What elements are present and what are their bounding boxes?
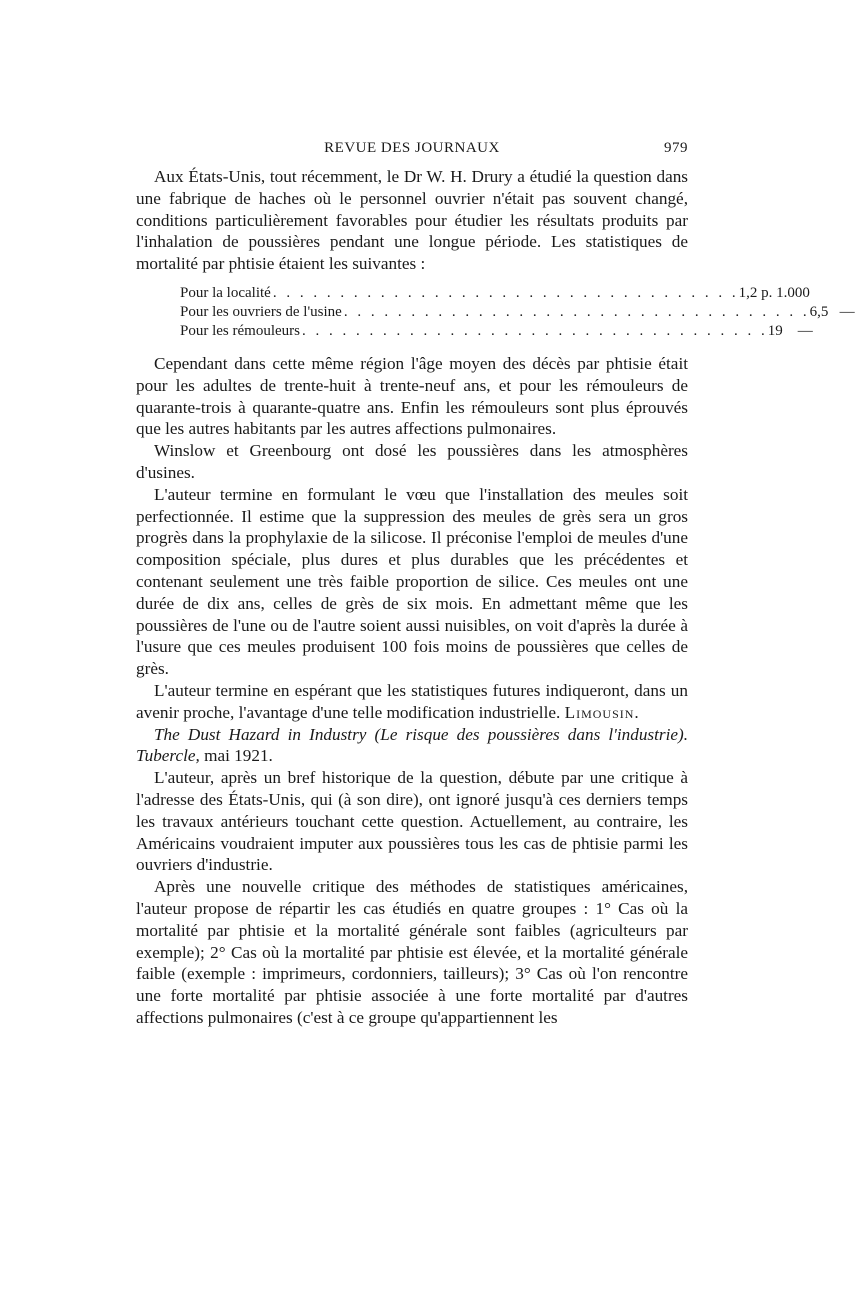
stat-row-remouleurs <box>180 322 813 341</box>
leader-dots: . . . . . . . . . . . . . . . . . . . . . . . . . . . . . . . . . . . <box>301 322 768 339</box>
reference-journal: Tubercle, <box>136 746 200 766</box>
stat-row-localite <box>180 284 810 303</box>
reference-date: mai 1921. <box>204 746 273 766</box>
stat-label: Pour les rémouleurs <box>180 322 300 339</box>
paragraph-meules: L'auteur termine en formulant le vœu que l'installation des meules soit perfectionnée. Il estime que la suppression des meules de grès sera un gros progrès dans la prophylaxie de la silicose. Il préconise l'emploi de meules d'une composition spéciale, plus dures et plus durables que les précédentes et contenant seulement une très faible proportion de silice. Ces meules ont une durée de dix ans, celles de grès de six mois. En admettant même que les poussières de l'une ou de l'autre soient aussi nuisibles, on voit d'après la durée à l'usure que ces meules produisent 100 fois moins de poussières que celles de grès. <box>136 484 688 679</box>
stat-label: Pour la localité <box>180 284 271 301</box>
page-number: 979 <box>664 140 688 156</box>
article-reference <box>136 724 688 768</box>
paragraph-historique: L'auteur, après un bref historique de la question, débute par une critique à l'adresse des États-Unis, qui (à son dire), ont ignoré jusqu'à ces derniers temps les travaux antérieurs touchant cette question. Actuellement, au contraire, les Américains voudraient imputer aux poussières tous les cas de phtisie parmi les ouvriers d'industrie. <box>136 768 688 875</box>
stat-row-ouvriers <box>180 303 855 322</box>
leader-dots: . . . . . . . . . . . . . . . . . . . . . . . . . . . . . . . . . . . <box>272 284 739 301</box>
paragraph-age-moyen: Cependant dans cette même région l'âge moyen des décès par phtisie était pour les adultes de trente-huit à trente-neuf ans, et pour les rémouleurs de quarante-trois à quarante-quatre ans. Enfin les rémouleurs sont plus éprouvés que les autres habitants par les autres affections pulmonaires. <box>136 353 688 439</box>
author-signature: Limousin. <box>564 702 640 722</box>
document-page <box>136 140 855 1029</box>
reference-title: The Dust Hazard in Industry <box>154 724 367 744</box>
stat-value: 1,2 p. 1.000 <box>738 284 810 301</box>
closing-paragraph <box>136 680 688 724</box>
stat-value: 19 — <box>767 322 813 339</box>
paragraph-winslow: Winslow et Greenbourg ont dosé les poussières dans les atmosphères d'usines. <box>136 441 688 482</box>
paragraph-groupes: Après une nouvelle critique des méthodes de statistiques américaines, l'auteur propose de répartir les cas étudiés en quatre groupes : 1° Cas où la mortalité par phtisie et la mortalité générale sont faibles (agriculteurs par exemple); 2° Cas où la mortalité par phtisie est élevée, et la mortalité générale faible (exemple : imprimeurs, cordonniers, tailleurs); 3° Cas où l'on rencontre une forte mortalité par phtisie associée à une forte mortalité par d'autres affections pulmonaires (c'est à ce groupe qu'appartiennent les <box>136 877 688 1027</box>
journal-section-title: REVUE DES JOURNAUX <box>324 140 500 156</box>
stat-label: Pour les ouvriers de l'usine <box>180 303 342 320</box>
reference-translation: (Le risque des poussières dans l'industrie). <box>374 724 688 744</box>
running-header <box>136 140 688 166</box>
stat-value: 6,5 — <box>809 303 855 320</box>
paragraph-conclusion: L'auteur termine en espérant que les statistiques futures indiqueront, dans un avenir proche, l'avantage d'une telle modification industrielle. <box>136 680 688 722</box>
leader-dots: . . . . . . . . . . . . . . . . . . . . . . . . . . . . . . . . . . . <box>343 303 810 320</box>
paragraph-drury-study: Aux États-Unis, tout récemment, le Dr W. H. Drury a étudié la question dans une fabrique de haches où le personnel ouvrier n'était pas souvent changé, conditions particulièrement favorables pour étudier les résultats produits par l'inhalation de poussières pendant une longue période. Les statistiques de mortalité par phtisie étaient les suivantes : <box>136 167 688 274</box>
mortality-statistics-list <box>180 284 855 341</box>
